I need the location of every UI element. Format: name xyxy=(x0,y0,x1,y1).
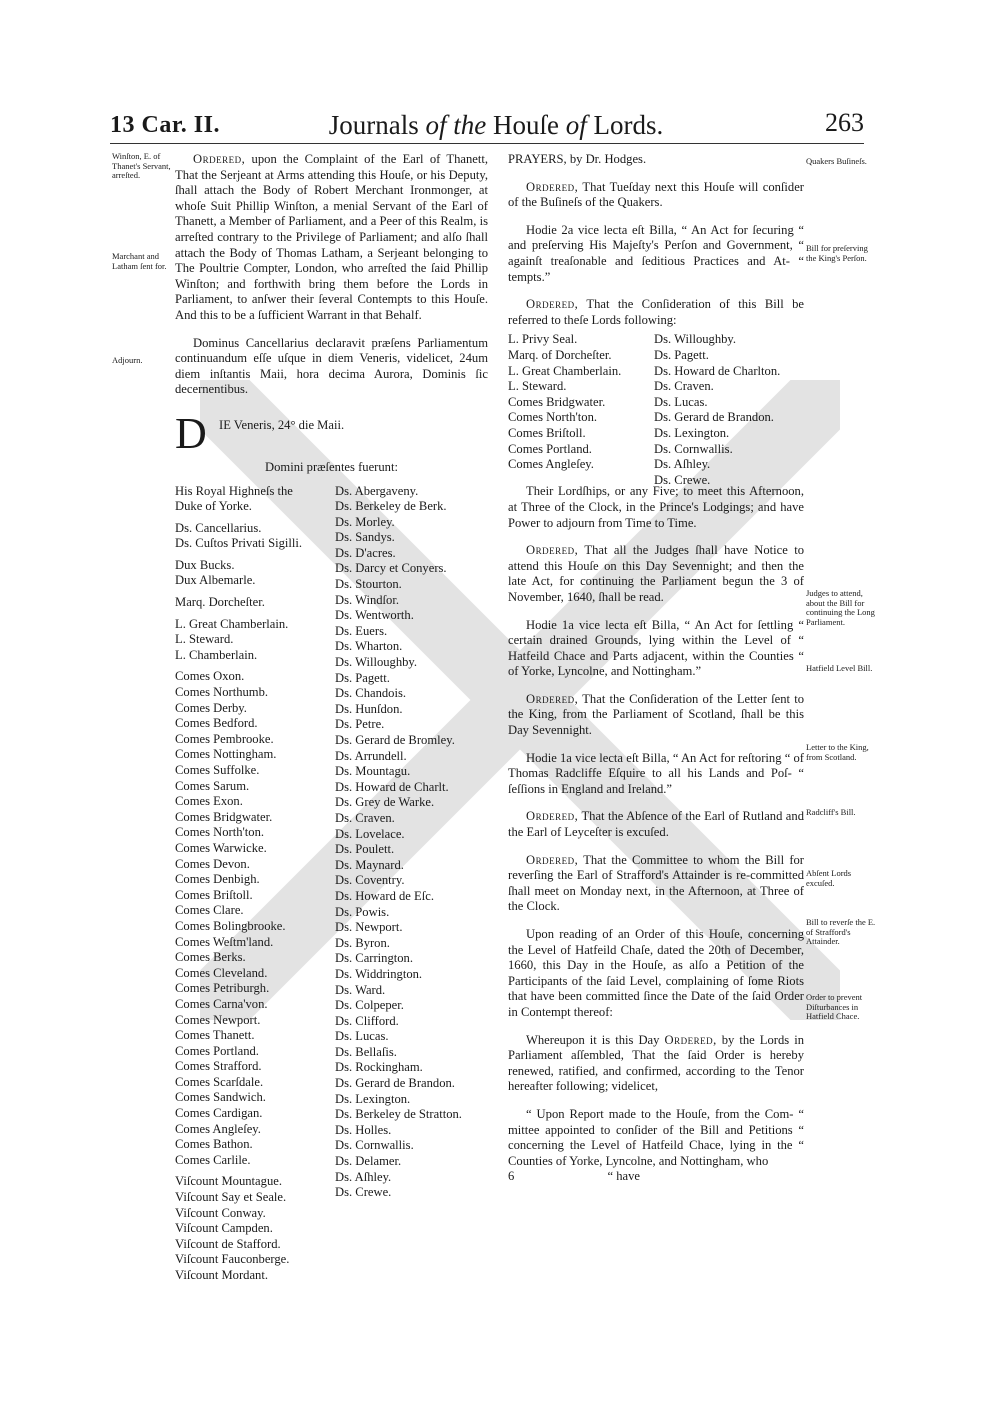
lord-entry: Ds. Ward. xyxy=(335,982,386,997)
lord-entry: Comes Bridgwater. xyxy=(508,394,606,409)
lord-entry: Comes Briſtoll. xyxy=(508,425,586,440)
lord-entry: Comes Exon. xyxy=(175,794,243,809)
lord-entry: Ds. Delamer. xyxy=(335,1154,402,1169)
lord-entry: Ds. Lexington. xyxy=(654,425,730,440)
lord-entry: Comes Thanett. xyxy=(175,1028,255,1043)
order-strafford-paragraph: Ordered, That the Committee to whom the Bill for reverſing the Earl of Strafford's Attainder is re-committed ſhall meet on Monday next, in the Afternoon, at Three of the Clock. xyxy=(508,852,804,914)
lord-entry: Ds. Rockingham. xyxy=(335,1060,423,1075)
lord-entry: Viſcount Fauconberge. xyxy=(175,1252,290,1267)
committee-list-left xyxy=(508,332,648,472)
lord-entry: Comes Sarum. xyxy=(175,778,250,793)
lord-entry: Ds. Cornwallis. xyxy=(654,441,733,456)
lord-entry: Ds. Powis. xyxy=(335,904,390,919)
lord-entry: Ds. Craven. xyxy=(654,379,714,394)
lord-entry: Ds. Cancellarius. xyxy=(175,520,262,535)
lord-entry: L. Great Chamberlain. xyxy=(508,363,622,378)
margin-note-letter: Letter to the King, from Scotland. xyxy=(806,742,869,762)
lord-entry: Viſcount Mountague. xyxy=(175,1174,282,1189)
bill-hatfield-paragraph: Hodie 1a vice lecta eſt Billa, “ An Act for ſettling “ certain drained Grounds, lying within the Level of “ Hatfeild Chace and Parts adjacent, within the Counties “ of Yorke, Lyncolne, and Nottingham.” xyxy=(508,617,804,679)
lord-entry: Comes Carna'von. xyxy=(175,996,268,1011)
lord-entry: Comes Suffolke. xyxy=(175,763,260,777)
order-judges-paragraph: Ordered, That all the Judges ſhall have Notice to attend this Houſe on this Day Sevennight; and then the late Act, for continuing the Parliament begun the 3 of November, 1640, ſhall be read. xyxy=(508,543,804,604)
whereupon-paragraph: Whereupon it is this Day Ordered, by the Lords in Parliament aſſembled, That the ſaid Order is hereby renewed, ratified, and confirmed, according to the Tenor hereafter following; videlicet, xyxy=(508,1032,804,1094)
header-rule xyxy=(110,143,864,144)
margin-note-judges: Judges to attend, about the Bill for continuing the Long Parliament. xyxy=(806,588,875,627)
lord-entry: Comes Northumb. xyxy=(175,685,269,700)
order-quakers-paragraph: Ordered, That Tueſday next this Houſe will conſider of the Buſineſs of the Quakers. xyxy=(508,179,804,210)
margin-note-bill-king: Bill for preſerving the King's Perſon. xyxy=(806,243,868,263)
margin-note-merchant: Marchant and Latham ſent for. xyxy=(112,251,167,271)
lord-entry: Viſcount de Stafford. xyxy=(175,1236,281,1251)
bill-radcliffe-paragraph: Hodie 1a vice lecta eſt Billa, “ An Act for reſtoring “ of Thomas Radcliffe Eſquire to all his Lands and Poſ- “ ſeſſions in England and Ireland.” xyxy=(508,750,804,796)
lord-entry: Viſcount Say et Seale. xyxy=(175,1190,287,1205)
order-absence-paragraph: Ordered, That the Abſence of the Earl of Rutland and the Earl of Leyceſter is excuſed. xyxy=(508,809,804,840)
lord-entry: Ds. D'acres. xyxy=(335,545,396,560)
lord-entry: Comes Newport. xyxy=(175,1012,261,1027)
lords-present-heading: Domini præſentes fuerunt: xyxy=(265,459,398,474)
lord-entry: Comes Cleveland. xyxy=(175,965,268,980)
adjourn-paragraph: Dominus Cancellarius declaravit præſens Parliamentum continuandum eſſe uſque in diem Veneris, videlicet, 24um diem inſtantis Maii, hora decima Aurora, Dominis ſic decernentibus. xyxy=(175,335,488,397)
lord-entry: Ds. Lucas. xyxy=(654,394,708,409)
lord-entry: Comes Sandwich. xyxy=(175,1090,266,1105)
lord-entry: Viſcount Conway. xyxy=(175,1205,266,1220)
lord-entry: Ds. Petre. xyxy=(335,717,385,732)
lord-entry: Ds. Lucas. xyxy=(335,1029,389,1044)
lord-entry: Comes Strafford. xyxy=(175,1059,262,1074)
lord-entry: Ds. Gerard de Bromley. xyxy=(335,733,455,747)
lord-entry: L. Steward. xyxy=(175,632,234,647)
lord-entry: Ds. Holles. xyxy=(335,1122,392,1137)
lord-entry: Ds. Crewe. xyxy=(335,1185,392,1200)
lord-entry: Comes Clare. xyxy=(175,903,244,918)
lord-entry: Comes Portland. xyxy=(508,441,592,456)
lord-entry: Ds. Wharton. xyxy=(335,639,403,654)
lord-entry: Marq. of Dorcheſter. xyxy=(508,347,612,362)
lord-entry: Marq. Dorcheſter. xyxy=(175,595,265,610)
lord-entry: Dux Albemarle. xyxy=(175,573,256,588)
lord-entry: Ds. Lexington. xyxy=(335,1091,411,1106)
lord-entry: Comes Angleſey. xyxy=(175,1121,261,1136)
catchword: “ have xyxy=(607,1169,640,1184)
lord-entry: Ds. Chandois. xyxy=(335,686,407,701)
margin-note-winston: Winſton, E. of Thanet's Servant, arreſted. xyxy=(112,151,171,180)
right-column xyxy=(508,152,804,1185)
lord-entry: Ds. Byron. xyxy=(335,935,390,950)
day-heading-text: IE Veneris, 24° die Maii. xyxy=(219,417,345,432)
lord-entry: Ds. Crewe. xyxy=(654,472,711,487)
lord-entry: Ds. Willoughby. xyxy=(335,655,418,670)
meeting-paragraph: Their Lordſhips, or any Five; to meet this Afternoon, at Three of the Clock, in the Prince's Lodgings; and have Power to adjourn from Time to Time. xyxy=(508,484,804,530)
header-title: Journals of the Houſe of Lords. xyxy=(328,110,664,140)
lord-entry: Ds. Howard de Eſc. xyxy=(335,888,434,903)
lord-entry: Comes Devon. xyxy=(175,856,250,871)
margin-note-hatfield: Hatfield Level Bill. xyxy=(806,663,873,673)
lord-entry: Ds. Newport. xyxy=(335,920,403,935)
lord-entry: Comes Bolingbrooke. xyxy=(175,918,286,933)
lord-entry: Comes Warwicke. xyxy=(175,840,267,855)
lord-entry: L. Great Chamberlain. xyxy=(175,616,289,631)
lord-entry: Ds. Stourton. xyxy=(335,577,402,592)
lord-entry: Ds. Darcy et Conyers. xyxy=(335,561,447,576)
prayers-line: PRAYERS, by Dr. Hodges. xyxy=(508,152,647,166)
lord-entry: Ds. Berkeley de Berk. xyxy=(335,499,447,514)
lord-entry: Comes North'ton. xyxy=(508,410,598,425)
lord-entry: Ds. Carrington. xyxy=(335,951,414,966)
lord-entry: Ds. Coventry. xyxy=(335,873,405,888)
bill-security-paragraph: Hodie 2a vice lecta eſt Billa, “ An Act for ſecuring “ and preſerving His Majeſty's Perſon and Government, “ againſt treaſonable and ſeditious Practices and At- “ tempts.” xyxy=(508,222,804,284)
lord-entry: Ds. Grey de Warke. xyxy=(335,795,435,810)
lord-entry: Ds. Poulett. xyxy=(335,842,395,857)
left-column xyxy=(175,152,489,1282)
lord-entry: Ds. Gerard de Brandon. xyxy=(335,1076,455,1091)
order-winston-paragraph: Ordered, upon the Complaint of the Earl of Thanett, That the Serjeant at Arms attending this Houſe, or his Deputy, ſhall attach the Body of Robert Merchant Ironmonger, at whoſe Suit Phillip Winſton, a menial Servant of the Earl of Thanett, a Member of Parliament, and a Peer of this Realm, is arreſted contrary to the Privilege of Parliament; and alſo ſhall attach the Body of Thomas Latham, a Serjeant belonging to The Poultrie Compter, London, who arreſted the ſaid Phillip Winſton; and forthwith bring them before the Lords in Parliament, to anſwer their ſeveral Contempts to this Houſe. And this to be a ſufficient Warrant in that Behalf. xyxy=(175,152,489,322)
lord-entry: Ds. Widdrington. xyxy=(335,966,423,981)
order-letter-paragraph: Ordered, That the Conſideration of the Letter ſent to the King, from the Parliament of Scotland, ſhall be this Day Sevennight. xyxy=(508,691,804,738)
lord-entry: Ds. Howard de Charlt. xyxy=(335,779,449,794)
margin-note-strafford: Bill to reverſe the E. of Strafford's Attainder. xyxy=(806,917,876,946)
lord-entry: L. Privy Seal. xyxy=(508,332,578,347)
margin-note-quakers: Quakers Buſineſs. xyxy=(806,156,867,166)
lord-entry: Ds. Windſor. xyxy=(335,592,399,607)
lord-entry: Ds. Willoughby. xyxy=(654,332,737,347)
lord-entry: Comes Denbigh. xyxy=(175,872,260,887)
margin-note-absent: Abſent Lords excuſed. xyxy=(806,868,852,888)
lord-entry: Ds. Wentworth. xyxy=(335,608,414,623)
lords-list-right xyxy=(335,484,495,1201)
lord-entry: Ds. Maynard. xyxy=(335,857,404,872)
lord-entry: Comes Oxon. xyxy=(175,669,245,684)
lords-list-left xyxy=(175,484,330,1284)
lord-entry: Ds. Mountagu. xyxy=(335,764,411,779)
margin-note-adjourn: Adjourn. xyxy=(112,355,143,365)
committee-list-right xyxy=(654,332,804,488)
report-paragraph: “ Upon Report made to the Houſe, from the Com- “ mittee appointed to conſider of the Bill and Petitions “ concerning the Level of Hatfeild Chace, lying in the “ Counties of Yorke, Lyncolne, and Nottingham, who xyxy=(508,1106,804,1168)
lord-entry: Comes Petriburgh. xyxy=(175,981,270,996)
signature-line xyxy=(508,1169,804,1185)
lord-entry: Ds. Cornwallis. xyxy=(335,1138,414,1153)
margin-note-disturb: Order to prevent Diſturbances in Hatfield Chace. xyxy=(806,992,863,1021)
lord-entry: Comes Scarſdale. xyxy=(175,1074,264,1089)
lord-entry: L. Chamberlain. xyxy=(175,647,258,662)
page-number: 263 xyxy=(825,108,864,137)
lord-entry: His Royal Highneſs the xyxy=(175,483,293,498)
lord-entry: Ds. Aſhley. xyxy=(335,1169,392,1184)
lord-entry: Comes Angleſey. xyxy=(508,457,594,472)
lord-entry: Viſcount Mordant. xyxy=(175,1268,268,1282)
committee-lords xyxy=(508,332,804,487)
lord-entry: Comes Nottingham. xyxy=(175,747,277,762)
lord-entry: Ds. Craven. xyxy=(335,810,395,825)
lord-entry: Duke of Yorke. xyxy=(175,499,252,514)
lord-entry: Comes Bathon. xyxy=(175,1137,253,1152)
lord-entry: Comes Bridgwater. xyxy=(175,809,273,824)
hatfield-order-paragraph: Upon reading of an Order of this Houſe, concerning the Level of Hatfeild Chaſe, dated the 20th of December, 1660, this Day in the Houſe, as alſo a Petition of the Participants of the ſaid Level, complaining of ſome Riots that have been committed ſince the Date of the ſaid Order in Contempt thereof: xyxy=(508,927,804,1019)
lord-entry: Ds. Gerard de Brandon. xyxy=(654,410,774,425)
lord-entry: Ds. Pagett. xyxy=(654,347,709,362)
signature-mark: 6 xyxy=(508,1169,515,1184)
order-committee-paragraph: Ordered, That the Conſideration of this Bill be referred to theſe Lords following: xyxy=(508,297,804,327)
header-reign: 13 Car. II. xyxy=(110,112,220,138)
lord-entry: Ds. Lovelace. xyxy=(335,826,405,841)
lord-entry: Ds. Sandys. xyxy=(335,530,395,545)
lord-entry: Viſcount Campden. xyxy=(175,1221,273,1236)
lord-entry: Ds. Arrundell. xyxy=(335,748,407,763)
lord-entry: Comes Berks. xyxy=(175,950,246,965)
lord-entry: Comes Carlile. xyxy=(175,1152,251,1167)
margin-note-radcliff: Radcliff's Bill. xyxy=(806,807,856,817)
lord-entry: Ds. Morley. xyxy=(335,514,395,529)
day-heading xyxy=(175,408,488,458)
lord-entry: Ds. Pagett. xyxy=(335,670,390,685)
lord-entry: Comes Derby. xyxy=(175,700,247,715)
lord-entry: Comes Pembrooke. xyxy=(175,731,274,746)
lord-entry: Ds. Euers. xyxy=(335,623,388,638)
lord-entry: Comes North'ton. xyxy=(175,825,265,840)
lord-entry: Ds. Berkeley de Stratton. xyxy=(335,1107,462,1122)
lord-entry: Ds. Hunſdon. xyxy=(335,701,403,716)
lord-entry: Ds. Colpeper. xyxy=(335,998,404,1013)
lord-entry: Ds. Howard de Charlton. xyxy=(654,363,781,378)
lord-entry: L. Steward. xyxy=(508,379,567,394)
lord-entry: Comes Cardigan. xyxy=(175,1106,263,1121)
lord-entry: Ds. Cuſtos Privati Sigilli. xyxy=(175,536,303,551)
lord-entry: Dux Bucks. xyxy=(175,557,235,572)
lord-entry: Comes Bedford. xyxy=(175,716,258,731)
lord-entry: Ds. Clifford. xyxy=(335,1013,399,1028)
lord-entry: Comes Weſtm'land. xyxy=(175,934,274,949)
lord-entry: Ds. Bellaſis. xyxy=(335,1044,397,1059)
lord-entry: Ds. Abergaveny. xyxy=(335,483,419,498)
lord-entry: Ds. Aſhley. xyxy=(654,457,711,472)
lord-entry: Comes Portland. xyxy=(175,1043,259,1058)
dropcap: D xyxy=(175,408,207,458)
lord-entry: Comes Briſtoll. xyxy=(175,887,253,902)
